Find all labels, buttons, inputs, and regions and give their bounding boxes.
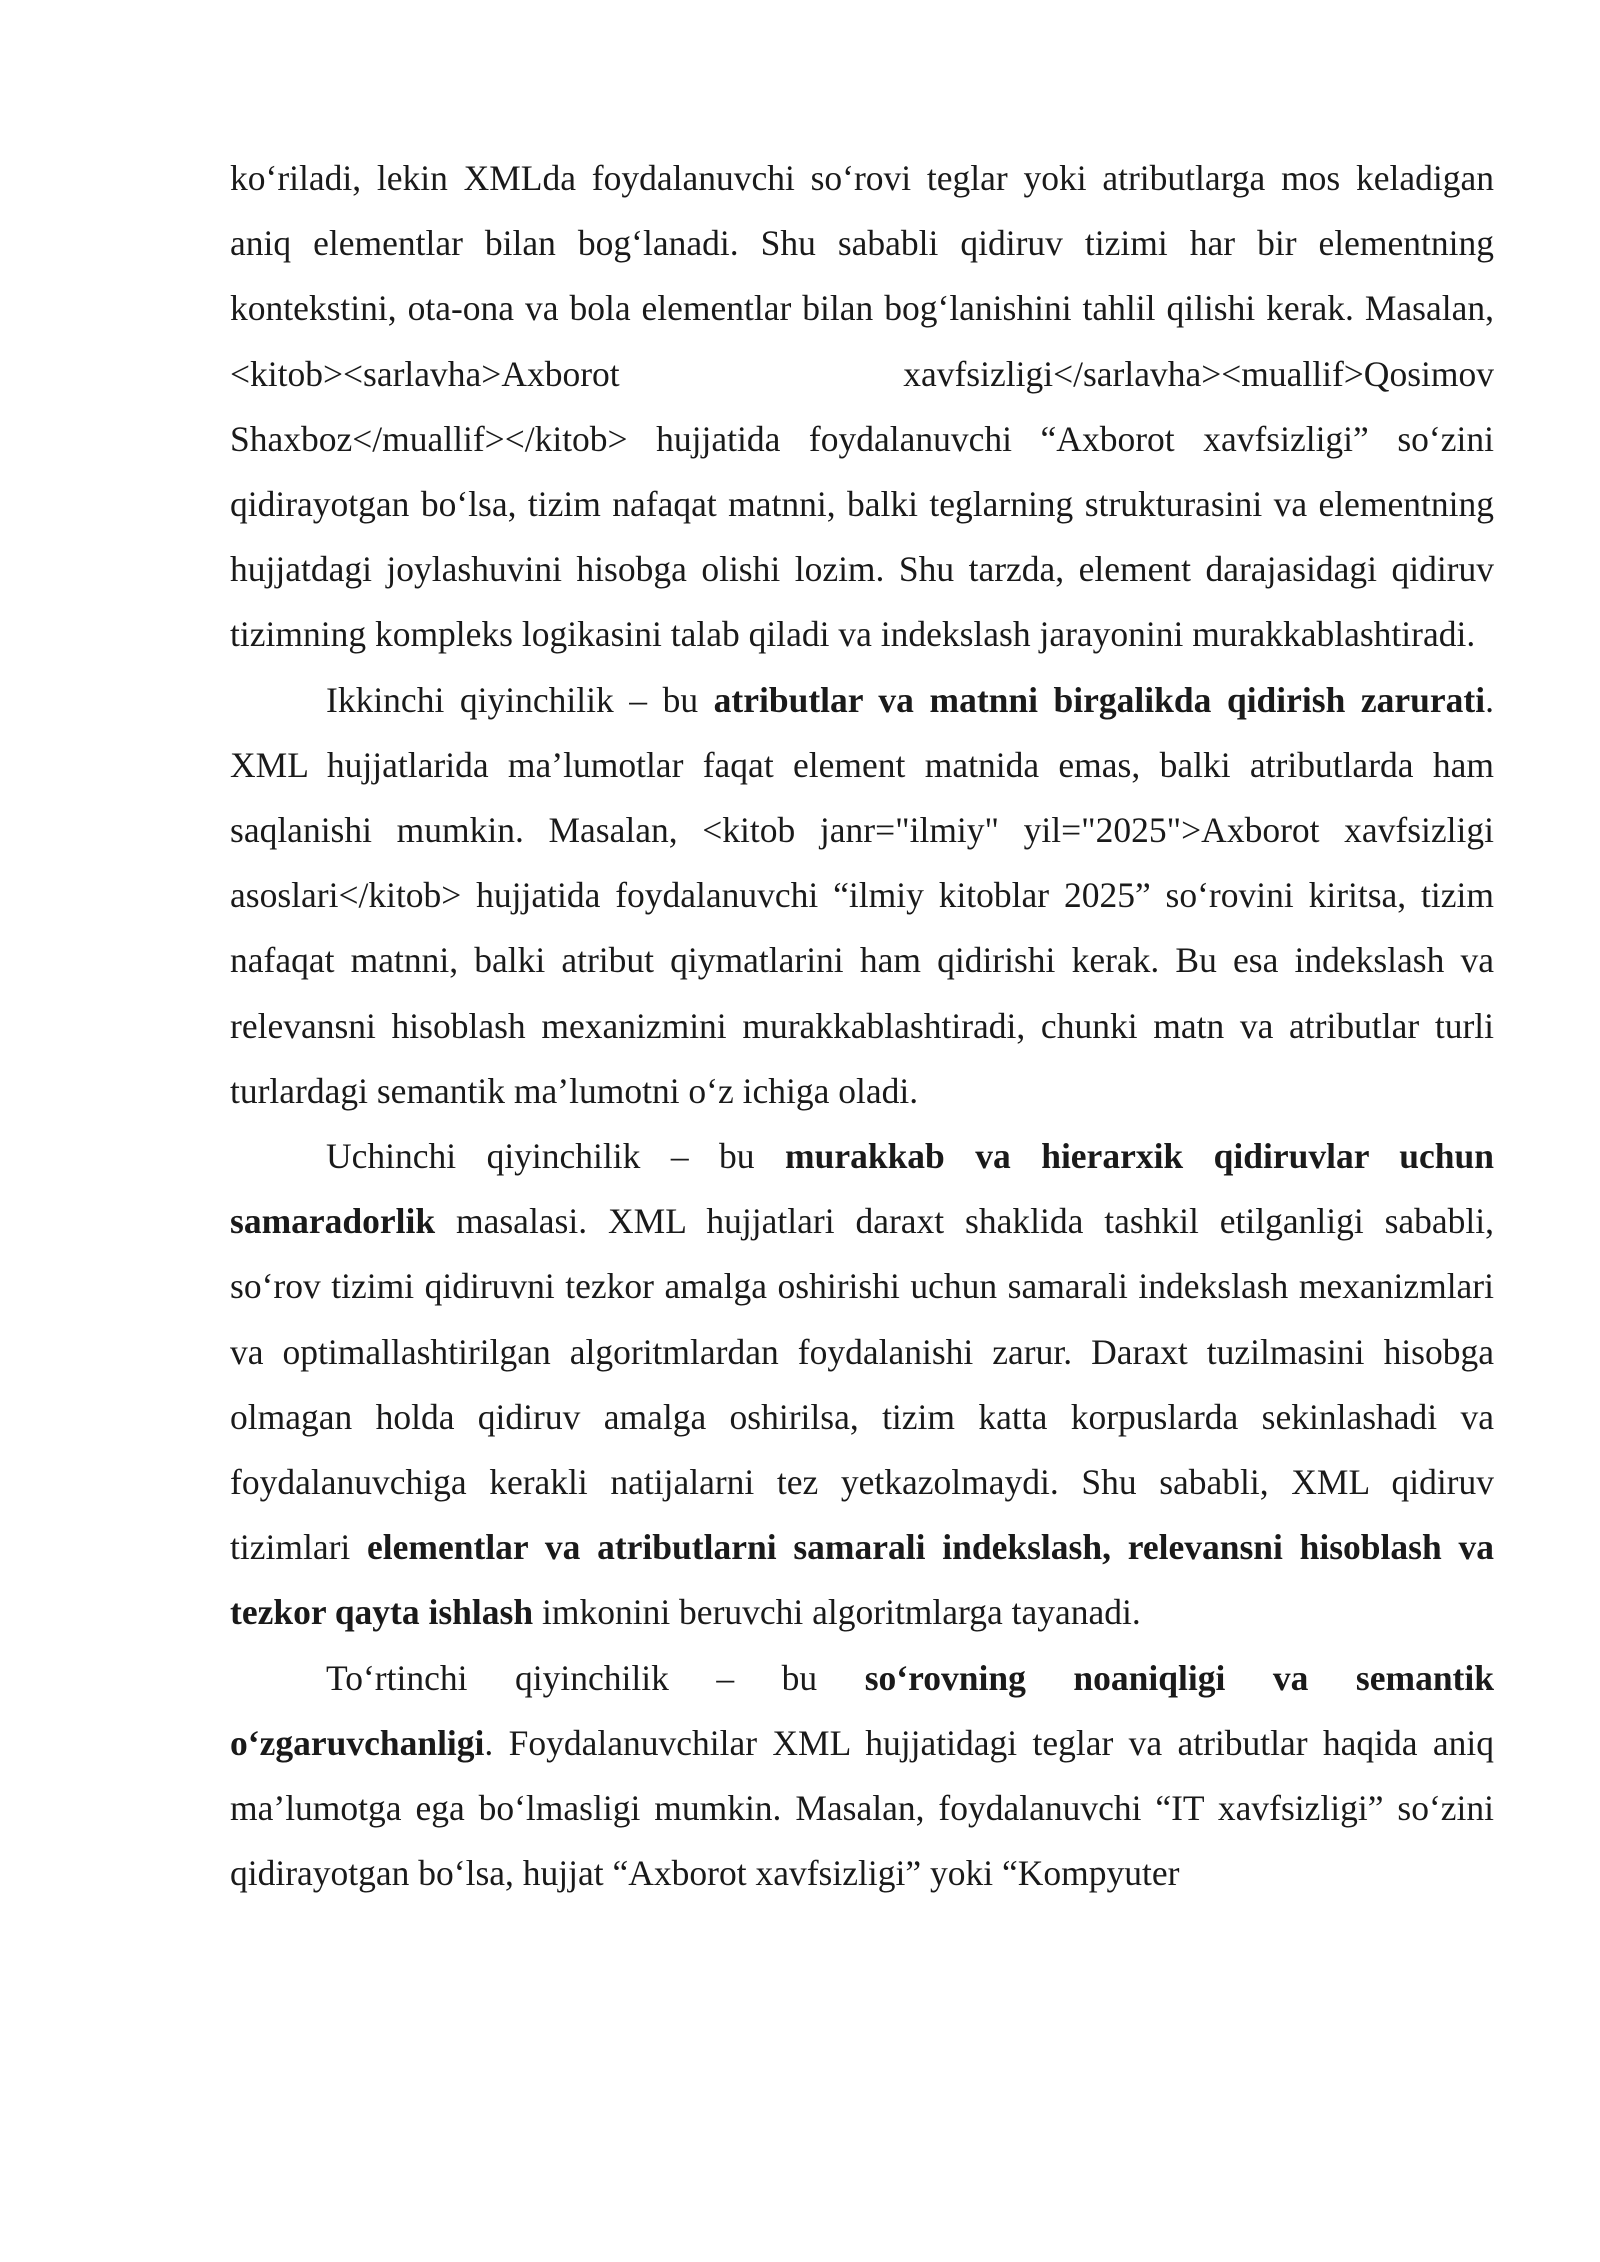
bold-text-run: elementlar va atributlarni samarali indekslash, relevansni hisoblash va tezkor qayta ishlash [230,1527,1494,1633]
text-run: Ikkinchi qiyinchilik – bu [326,679,714,720]
text-run: masalasi. XML hujjatlari daraxt shaklida tashkil etilganligi sababli, so‘rov tizimi qidiruvni tezkor amalga oshirishi uchun samarali indekslash mexanizmlari va optimallashtirilgan algoritmlardan foydalanishi zarur. Daraxt tuzilmasini hisobga olmagan holda qidiruv amalga oshirilsa, tizim katta korpuslarda sekinlashadi va foydalanuvchiga kerakli natijalarni tez yetkazolmaydi. Shu sababli, XML qidiruv tizimlari [230,1201,1494,1568]
bold-text-run: so‘rovning noaniqligi va semantik o‘zgaruvchanligi [230,1657,1494,1763]
text-run: ko‘riladi, lekin XMLda foydalanuvchi so‘rovi teglar yoki atributlarga mos keladigan aniq elementlar bilan bog‘lanadi. Shu sababli qidiruv tizimi har bir elementning kontekstini, ota-ona va bola elementlar bilan bog‘lanishini tahlil qilishi kerak. Masalan, <kitob><sarlavha>Axborot xavfsizligi</sarlavha><muallif>Qosimov Shaxboz</muallif></kitob> hujjatida foydalanuvchi “Axborot xavfsizligi” so‘zini qidirayotgan bo‘lsa, tizim nafaqat matnni, balki teglarning strukturasini va elementning hujjatdagi joylashuvini hisobga olishi lozim. Shu tarzda, element darajasidagi qidiruv tizimning kompleks logikasini talab qiladi va indekslash jarayonini murakkablashtiradi. [230,158,1494,655]
paragraph-1 [230,146,1494,668]
bold-text-run: murakkab va hierarxik qidiruvlar uchun samaradorlik [230,1136,1494,1242]
bold-text-run: atributlar va matnni birgalikda qidirish zarurati [713,679,1486,720]
document-page [230,146,1494,1906]
paragraph-2 [230,668,1494,1124]
text-run: . XML hujjatlarida ma’lumotlar faqat element matnida emas, balki atributlarda ham saqlanishi mumkin. Masalan, <kitob janr="ilmiy" yil="2025">Axborot xavfsizligi asoslari</kitob> hujjatida foydalanuvchi “ilmiy kitoblar 2025” so‘rovini kiritsa, tizim nafaqat matnni, balki atribut qiymatlarini ham qidirishi kerak. Bu esa indekslash va relevansni hisoblash mexanizmini murakkablashtiradi, chunki matn va atributlar turli turlardagi semantik ma’lumotni o‘z ichiga oladi. [230,679,1494,1111]
paragraph-4 [230,1646,1494,1907]
text-run: To‘rtinchi qiyinchilik – bu [326,1657,865,1698]
text-run: . Foydalanuvchilar XML hujjatidagi teglar va atributlar haqida aniq ma’lumotga ega bo‘lmasligi mumkin. Masalan, foydalanuvchi “IT xavfsizligi” so‘zini qidirayotgan bo‘lsa, hujjat “Axborot xavfsizligi” yoki “Kompyuter [230,1722,1494,1894]
text-run: Uchinchi qiyinchilik – bu [326,1136,785,1177]
text-run: imkonini beruvchi algoritmlarga tayanadi. [533,1592,1141,1633]
paragraph-3 [230,1124,1494,1646]
